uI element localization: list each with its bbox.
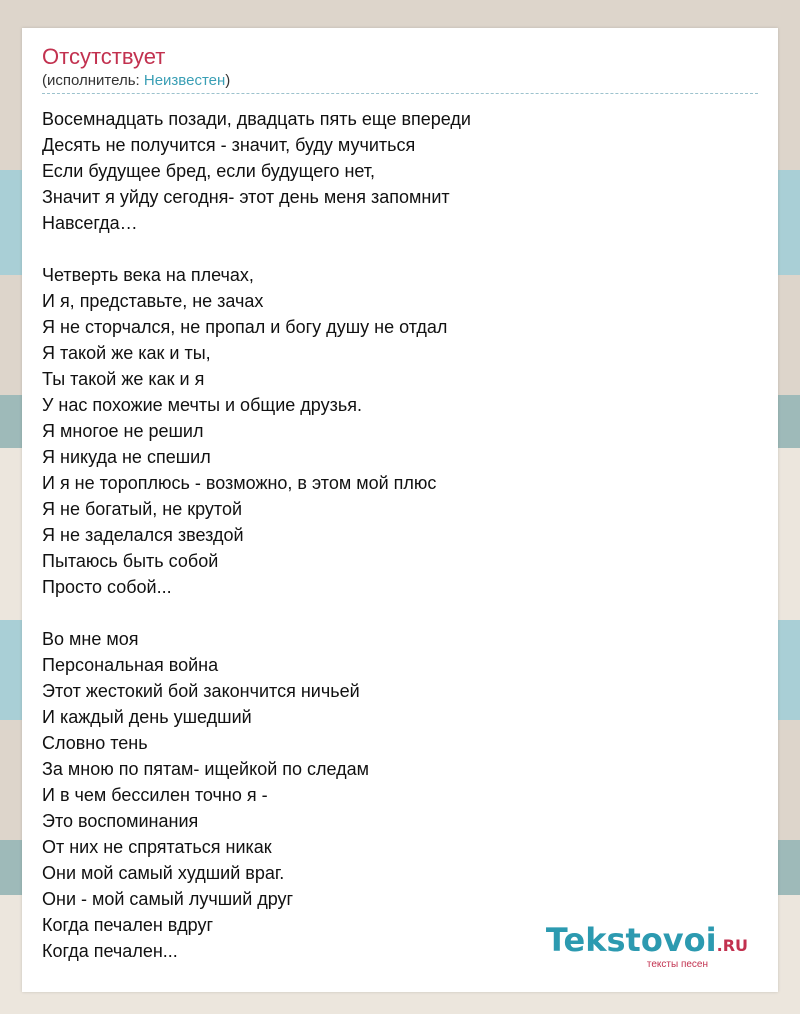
lyric-line: Я такой же как и ты,: [42, 343, 211, 363]
lyric-line: Просто собой...: [42, 577, 172, 597]
lyric-line: Это воспоминания: [42, 811, 199, 831]
lyric-line: Они - мой самый лучший друг: [42, 889, 294, 909]
lyric-line: Словно тень: [42, 733, 148, 753]
lyric-line: И в чем бессилен точно я -: [42, 785, 268, 805]
lyric-line: Когда печален...: [42, 941, 178, 961]
lyric-line: Пытаюсь быть собой: [42, 551, 219, 571]
song-title: Отсутствует: [42, 44, 166, 69]
lyric-line: Навсегда…: [42, 213, 138, 233]
lyric-line: Когда печален вдруг: [42, 915, 214, 935]
lyric-line: Я не заделался звездой: [42, 525, 244, 545]
lyric-line: Они мой самый худший враг.: [42, 863, 285, 883]
blank-line: [42, 600, 762, 626]
lyric-line: У нас похожие мечты и общие друзья.: [42, 395, 362, 415]
lyric-line: Восемнадцать позади, двадцать пять еще впереди: [42, 109, 471, 129]
artist-link[interactable]: Неизвестен: [143, 72, 226, 89]
lyric-line: Я никуда не спешил: [42, 447, 211, 467]
lyric-line: Четверть века на плечах,: [42, 265, 254, 285]
lyrics-text: [42, 106, 762, 964]
logo-subtitle: тексты песен: [646, 959, 708, 970]
logo-tld: .RU: [716, 936, 748, 955]
lyric-line: Я не сторчался, не пропал и богу душу не отдал: [42, 317, 448, 337]
meta-prefix: (исполнитель:: [42, 72, 144, 89]
lyric-line: Я многое не решил: [42, 421, 204, 441]
lyric-line: Десять не получится - значит, буду мучиться: [42, 135, 416, 155]
lyric-line: За мною по пятам- ищейкой по следам: [42, 759, 370, 779]
site-logo[interactable]: [546, 923, 748, 970]
logo-text: Tekstovoi: [545, 921, 717, 959]
song-meta: [42, 72, 230, 90]
lyric-line: Этот жестокий бой закончится ничьей: [42, 681, 360, 701]
blank-line: [42, 236, 762, 262]
lyric-line: Если будущее бред, если будущего нет,: [42, 161, 376, 181]
lyric-line: И я, представьте, не зачах: [42, 291, 264, 311]
lyric-line: И каждый день ушедший: [42, 707, 252, 727]
lyrics-card: [22, 28, 778, 992]
lyric-line: И я не тороплюсь - возможно, в этом мой плюс: [42, 473, 437, 493]
lyric-line: Во мне моя: [42, 629, 139, 649]
lyric-line: От них не спрятаться никак: [42, 837, 272, 857]
divider: [42, 93, 758, 94]
meta-suffix: ): [225, 72, 231, 89]
lyric-line: Значит я уйду сегодня- этот день меня запомнит: [42, 187, 450, 207]
lyric-line: Я не богатый, не крутой: [42, 499, 243, 519]
lyric-line: Ты такой же как и я: [42, 369, 205, 389]
lyric-line: Персональная война: [42, 655, 219, 675]
